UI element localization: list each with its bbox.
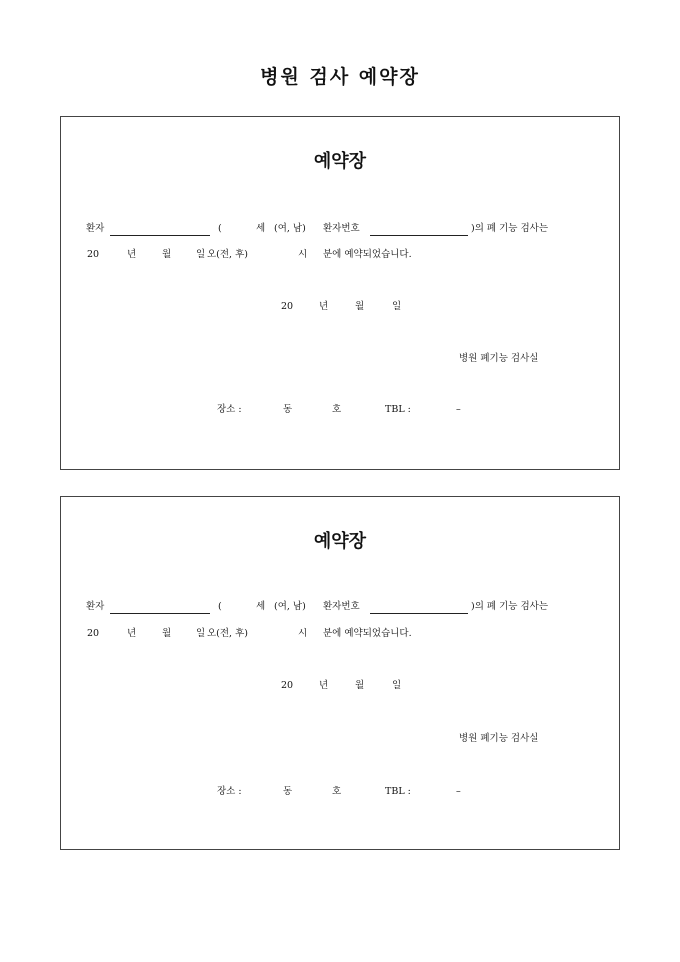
building-unit: 동 bbox=[283, 404, 293, 415]
hour-unit: 시 bbox=[298, 628, 308, 639]
year-prefix: 20 bbox=[87, 628, 100, 639]
department-name: 병원 폐기능 검사실 bbox=[459, 353, 539, 364]
hour-unit: 시 bbox=[298, 249, 308, 260]
patient-name-blank[interactable] bbox=[110, 235, 210, 236]
room-unit: 호 bbox=[332, 786, 342, 797]
month-unit: 월 bbox=[162, 628, 172, 639]
date-year: 20 bbox=[281, 680, 294, 691]
patient-name-blank[interactable] bbox=[110, 613, 210, 614]
location-label: 장소 : bbox=[217, 404, 242, 415]
day-unit: 일 bbox=[196, 249, 206, 260]
year-unit: 년 bbox=[127, 249, 137, 260]
age-label: 세 bbox=[256, 223, 266, 234]
exam-text: )의 폐 기능 검사는 bbox=[471, 601, 549, 612]
patient-number-blank[interactable] bbox=[370, 235, 468, 236]
patient-number-label: 환자번호 bbox=[323, 223, 360, 234]
card-title: 예약장 bbox=[313, 531, 367, 552]
open-paren: ( bbox=[218, 601, 222, 612]
ampm-label: 오(전, 후) bbox=[207, 628, 248, 639]
document-title: 병원 검사 예약장 bbox=[260, 66, 420, 88]
reservation-card bbox=[60, 496, 620, 850]
department-name: 병원 폐기능 검사실 bbox=[459, 733, 539, 744]
date-day-unit: 일 bbox=[392, 301, 402, 312]
age-label: 세 bbox=[256, 601, 266, 612]
date-month-unit: 월 bbox=[355, 301, 365, 312]
patient-label: 환자 bbox=[86, 601, 105, 612]
day-unit: 일 bbox=[196, 628, 206, 639]
sex-label: (여, 남) bbox=[274, 601, 306, 612]
year-unit: 년 bbox=[127, 628, 137, 639]
reserved-text: 분에 예약되었습니다. bbox=[323, 249, 412, 260]
patient-label: 환자 bbox=[86, 223, 105, 234]
tel-label: TBL : bbox=[385, 404, 411, 415]
reservation-card bbox=[60, 116, 620, 470]
date-year-unit: 년 bbox=[319, 680, 329, 691]
date-year: 20 bbox=[281, 301, 294, 312]
date-month-unit: 월 bbox=[355, 680, 365, 691]
card-title: 예약장 bbox=[313, 151, 367, 172]
tel-dash: – bbox=[456, 786, 461, 797]
reserved-text: 분에 예약되었습니다. bbox=[323, 628, 412, 639]
ampm-label: 오(전, 후) bbox=[207, 249, 248, 260]
month-unit: 월 bbox=[162, 249, 172, 260]
location-label: 장소 : bbox=[217, 786, 242, 797]
exam-text: )의 폐 기능 검사는 bbox=[471, 223, 549, 234]
patient-number-blank[interactable] bbox=[370, 613, 468, 614]
open-paren: ( bbox=[218, 223, 222, 234]
tel-label: TBL : bbox=[385, 786, 411, 797]
building-unit: 동 bbox=[283, 786, 293, 797]
year-prefix: 20 bbox=[87, 249, 100, 260]
date-year-unit: 년 bbox=[319, 301, 329, 312]
tel-dash: – bbox=[456, 404, 461, 415]
patient-number-label: 환자번호 bbox=[323, 601, 360, 612]
room-unit: 호 bbox=[332, 404, 342, 415]
date-day-unit: 일 bbox=[392, 680, 402, 691]
sex-label: (여, 남) bbox=[274, 223, 306, 234]
